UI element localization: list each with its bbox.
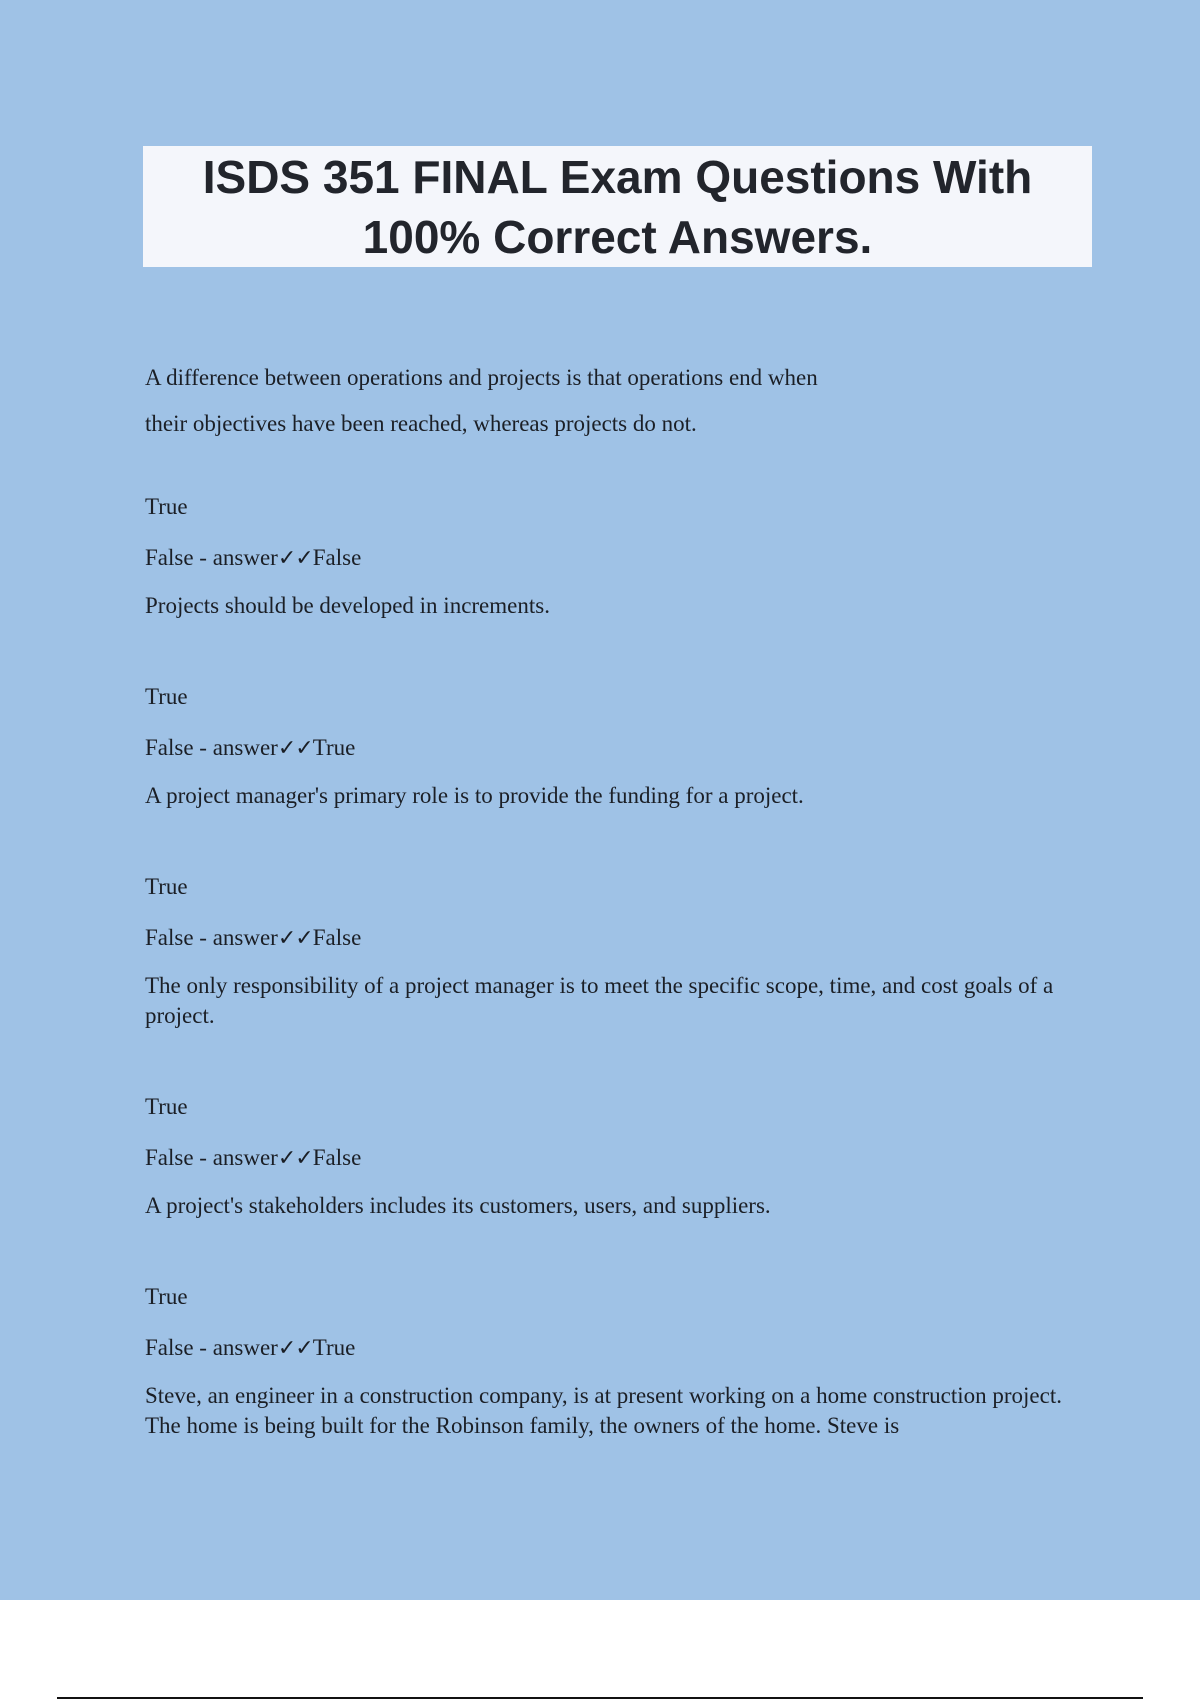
question-line: A project manager's primary role is to provide the funding for a project. xyxy=(145,783,804,808)
answer-prefix: False - answer xyxy=(145,925,278,950)
title-banner xyxy=(143,146,1092,267)
answer-value: False xyxy=(312,925,362,950)
question-text xyxy=(145,591,1095,621)
option-true: True xyxy=(145,1284,188,1309)
page-title: ISDS 351 FINAL Exam Questions With 100% Correct Answers. xyxy=(202,150,1033,263)
check-icon: ✓✓ xyxy=(277,1146,313,1171)
answer-value: False xyxy=(312,545,362,570)
answer-prefix: False - answer xyxy=(145,735,278,760)
check-icon: ✓✓ xyxy=(277,546,313,571)
question-line: A project's stakeholders includes its customers, users, and suppliers. xyxy=(145,1193,771,1218)
check-icon: ✓✓ xyxy=(277,926,313,951)
answer-value: False xyxy=(312,1145,362,1170)
answer-line xyxy=(145,1143,1095,1174)
question-line: Projects should be developed in increments. xyxy=(145,593,550,618)
question-text xyxy=(145,355,1095,447)
answer-prefix: False - answer xyxy=(145,1335,278,1360)
answer-prefix: False - answer xyxy=(145,1145,278,1170)
question-line: their objectives have been reached, whereas projects do not. xyxy=(145,411,697,436)
check-icon: ✓✓ xyxy=(277,736,313,761)
answer-line xyxy=(145,1333,1095,1364)
question-text xyxy=(145,1381,1095,1441)
question-text xyxy=(145,781,1095,811)
question-line: The only responsibility of a project manager is to meet the specific scope, time, and cost goals of a project. xyxy=(145,973,1054,1028)
option-true: True xyxy=(145,1094,188,1119)
question-line: A difference between operations and projects is that operations end when xyxy=(145,365,818,390)
answer-value: True xyxy=(312,1335,356,1360)
answer-prefix: False - answer xyxy=(145,545,278,570)
page-divider xyxy=(57,1697,1143,1699)
question-text xyxy=(145,971,1095,1031)
answer-line xyxy=(145,543,1095,574)
question-text xyxy=(145,1191,1095,1221)
answer-value: True xyxy=(312,735,356,760)
option-true: True xyxy=(145,494,188,519)
check-icon: ✓✓ xyxy=(277,1336,313,1361)
option-true: True xyxy=(145,684,188,709)
answer-line xyxy=(145,923,1095,954)
option-true: True xyxy=(145,874,188,899)
answer-line xyxy=(145,733,1095,764)
question-line: Steve, an engineer in a construction company, is at present working on a home construction project. The home is being built for the Robinson family, the owners of the home. Steve is xyxy=(145,1383,1062,1438)
question-list xyxy=(145,355,1095,1502)
